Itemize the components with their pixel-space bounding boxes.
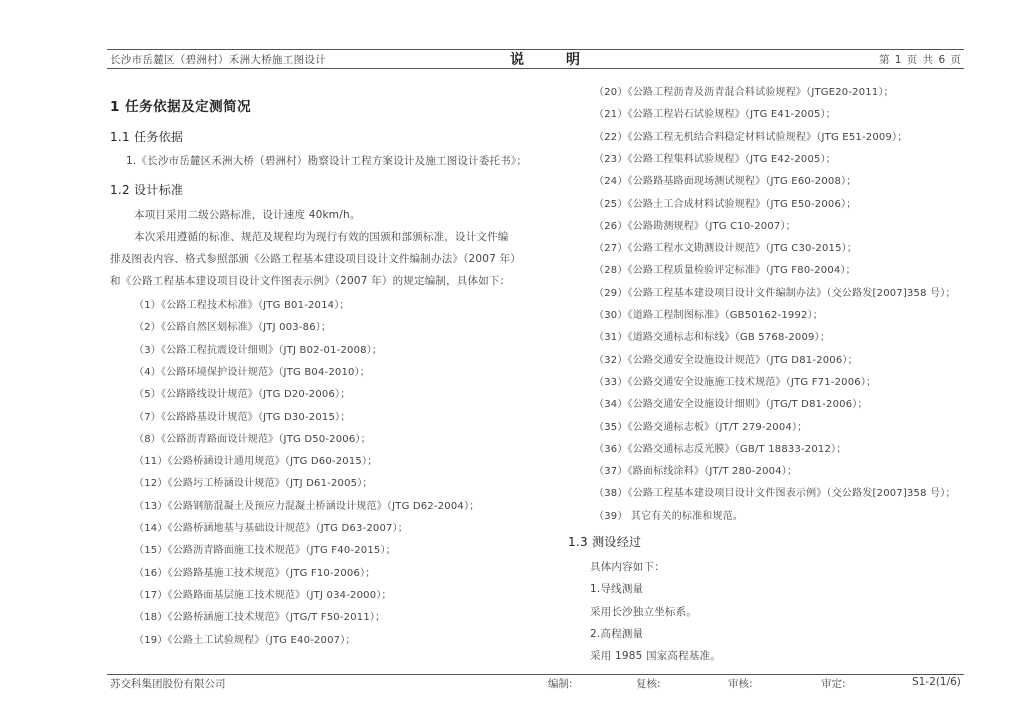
standard-item: （11）《公路桥涵设计通用规范》（JTG D60-2015）；	[134, 456, 378, 468]
standard-item: （13）《公路钢筋混凝土及预应力混凝土桥涵设计规范》（JTG D62-2004）；	[134, 500, 480, 512]
standard-item: （36）《公路交通标志反光膜》（GB/T 18833-2012）；	[594, 443, 847, 455]
standard-item: （33）《公路交通安全设施施工技术规范》（JTG F71-2006）；	[594, 376, 877, 388]
standard-item: （31）《道路交通标志和标线》（GB 5768-2009）；	[594, 332, 831, 344]
standard-item: （38）《公路工程基本建设项目设计文件图表示例》（交公路发[2007]358 号）；	[594, 488, 956, 500]
survey-line: 采用 1985 国家高程基准。	[590, 650, 721, 663]
standard-item: （32）《公路交通安全设施设计规范》（JTG D81-2006）；	[594, 354, 858, 366]
approved-label: 审定:	[821, 678, 846, 690]
footer-rule	[107, 674, 964, 675]
company-name: 苏交科集团股份有限公司	[110, 678, 226, 690]
standard-item: （14）《公路桥涵地基与基础设计规范》（JTG D63-2007）；	[134, 523, 408, 534]
section-1-3-heading: 1.3 测设经过	[568, 535, 642, 549]
standard-item: （1）《公路工程技术标准》（JTG B01-2014）；	[134, 300, 350, 311]
standard-item: （7）《公路路基设计规范》（JTG D30-2015）；	[134, 411, 351, 423]
survey-line: 具体内容如下：	[590, 561, 665, 573]
survey-line: 2.高程测量	[590, 627, 644, 640]
section-1-2-para-2-line-3: 和《公路工程基本建设项目设计文件图表示例》（2007 年）的规定编制，具体如下：	[110, 275, 511, 287]
section-1-1-text: 1.《长沙市岳麓区禾洲大桥（碧洲村）勘察设计工程方案设计及施工图设计委托书》；	[126, 155, 528, 167]
standard-item: （24）《公路路基路面现场测试规程》（JTG E60-2008）；	[594, 176, 857, 188]
project-title: 长沙市岳麓区（碧洲村）禾洲大桥施工图设计	[110, 54, 326, 66]
standard-item: （29）《公路工程基本建设项目设计文件编制办法》（交公路发[2007]358 号）；	[594, 287, 956, 299]
standard-item: （30）《道路工程制图标准》（GB50162-1992）；	[594, 310, 824, 321]
standard-item: （8）《公路沥青路面设计规范》（JTG D50-2006）；	[134, 433, 371, 445]
standard-item: （27）《公路工程水文勘测设计规范》（JTG C30-2015）；	[594, 243, 858, 255]
standard-item: （20）《公路工程沥青及沥青混合料试验规程》（JTGE20-2011）；	[594, 87, 894, 98]
section-1-2-heading: 1.2 设计标准	[110, 183, 184, 197]
checked-label: 复核:	[636, 678, 661, 690]
standard-item: （2）《公路自然区划标准》（JTJ 003-86）；	[134, 322, 332, 334]
section-1-1-heading: 1.1 任务依据	[110, 130, 184, 144]
page-number: 第 1 页 共 6 页	[878, 54, 962, 66]
standard-item: （25）《公路土工合成材料试验规程》（JTG E50-2006）；	[594, 198, 857, 210]
header-bottom-rule	[107, 68, 964, 69]
standard-item: （18）《公路桥涵施工技术规范》（JTG/T F50-2011）；	[134, 612, 386, 624]
standard-item: （17）《公路路面基层施工技术规范》（JTJ 034-2000）；	[134, 589, 392, 601]
standard-item: （22）《公路工程无机结合料稳定材料试验规程》（JTG E51-2009）；	[594, 131, 908, 143]
standard-item: （4）《公路环境保护设计规范》（JTG B04-2010）；	[134, 366, 370, 378]
standard-item: （15）《公路沥青路面施工技术规范》（JTG F40-2015）；	[134, 545, 396, 557]
standard-item: （19）《公路土工试验规程》（JTG E40-2007）；	[134, 634, 356, 646]
standard-item: （39） 其它有关的标准和规范。	[594, 510, 744, 522]
section-1-2-para-1: 本项目采用二级公路标准，设计速度 40km/h。	[134, 209, 361, 221]
compiled-label: 编制:	[548, 678, 573, 690]
reviewed-label: 审核:	[728, 678, 753, 690]
standard-item: （12）《公路圬工桥涵设计规范》（JTJ D61-2005）；	[134, 478, 373, 490]
survey-line: 采用长沙独立坐标系。	[590, 605, 697, 618]
standard-item: （26）《公路勘测规程》（JTG C10-2007）；	[594, 220, 796, 232]
section-1-2-para-2-line-2: 排及图表内容、格式参照部颁《公路工程基本建设项目设计文件编制办法》（2007 年）	[110, 253, 522, 265]
survey-line: 1.导线测量	[590, 583, 644, 596]
standard-item: （35）《公路交通标志板》（JT/T 279-2004）；	[594, 421, 808, 433]
section-1-2-para-2-line-1: 本次采用遵循的标准、规范及规程均为现行有效的国颁和部颁标准，设计文件编	[134, 231, 509, 243]
drawing-code: S1-2(1/6)	[912, 676, 961, 688]
standard-item: （5）《公路路线设计规范》（JTG D20-2006）；	[134, 389, 351, 401]
standard-item: （34）《公路交通安全设施设计细则》（JTG/T D81-2006）；	[594, 399, 868, 411]
standard-item: （16）《公路路基施工技术规范》（JTG F10-2006）；	[134, 567, 376, 579]
standard-item: （21）《公路工程岩石试验规程》（JTG E41-2005）；	[594, 109, 837, 121]
standard-item: （3）《公路工程抗震设计细则》（JTJ B02-01-2008）；	[134, 344, 383, 356]
page-title: 说明	[510, 52, 622, 68]
section-1-heading: 1 任务依据及定测简况	[110, 99, 252, 115]
standard-item: （23）《公路工程集料试验规程》（JTG E42-2005）；	[594, 153, 837, 165]
standard-item: （37）《路面标线涂料》（JT/T 280-2004）；	[594, 466, 798, 478]
standard-item: （28）《公路工程质量检验评定标准》（JTG F80-2004）；	[594, 265, 856, 277]
